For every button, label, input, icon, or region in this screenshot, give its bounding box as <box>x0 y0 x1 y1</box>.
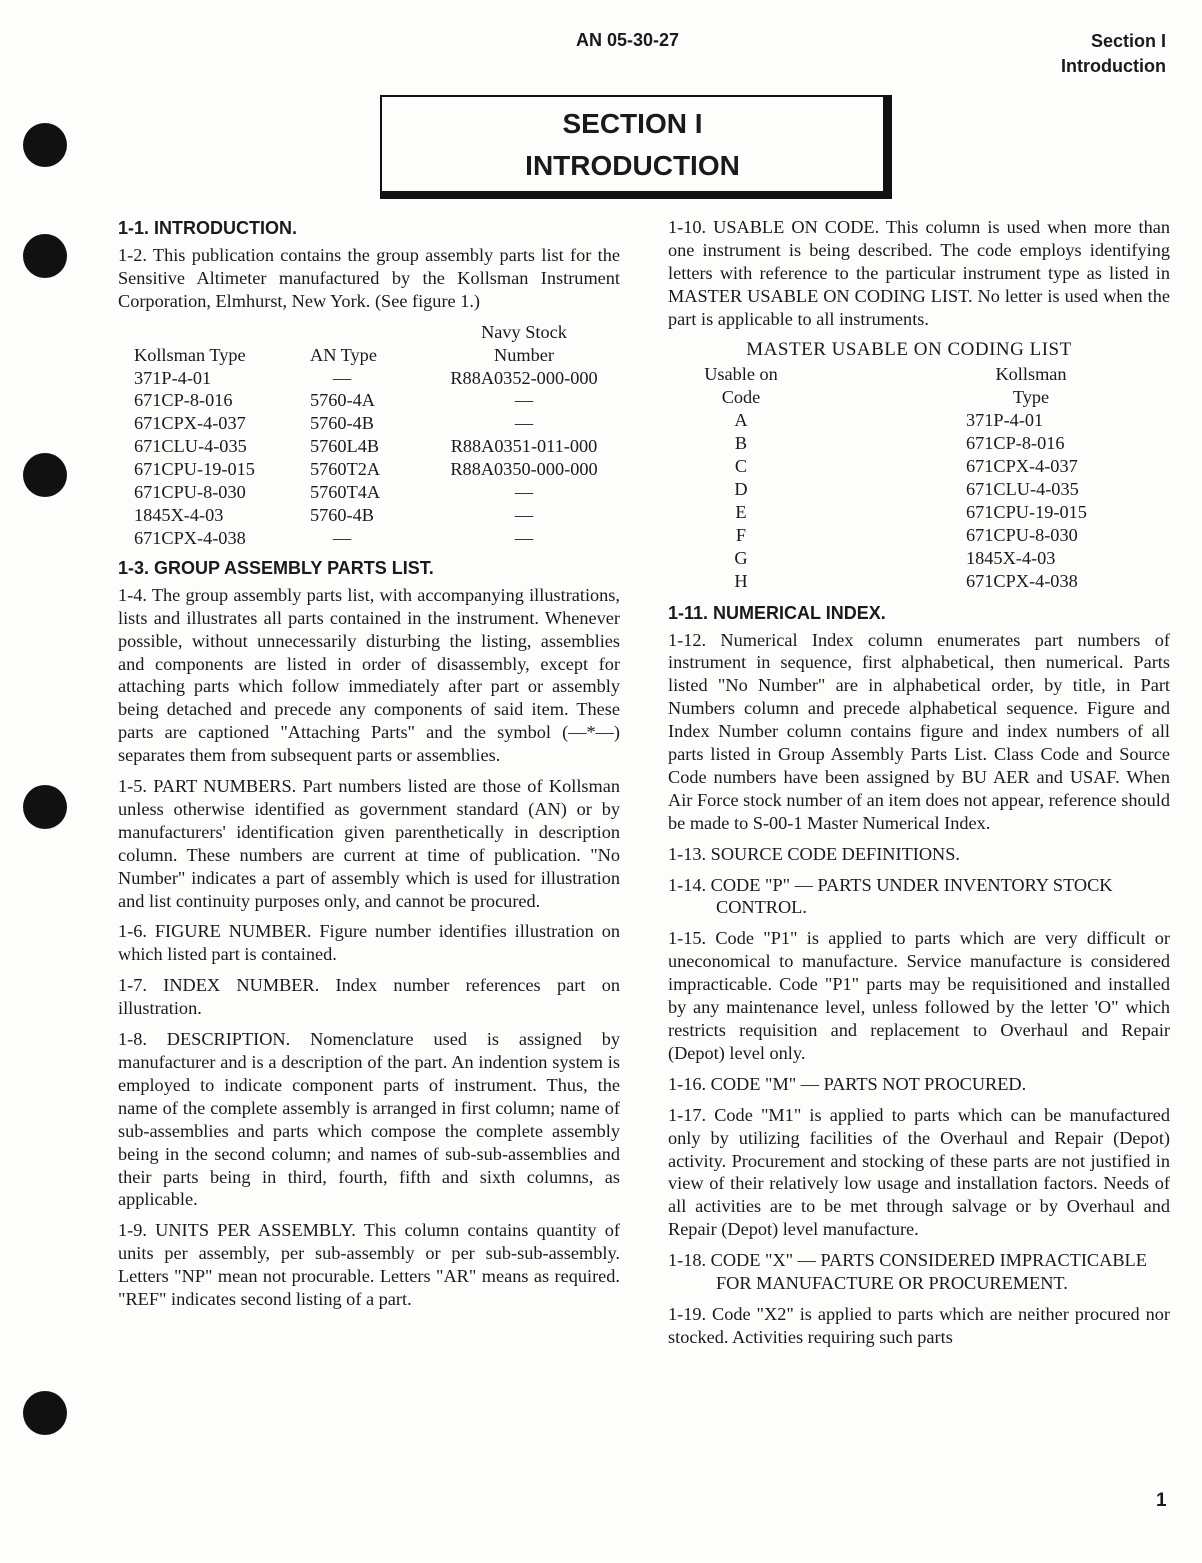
table-row <box>134 389 614 412</box>
col-header: Code <box>721 387 761 408</box>
col-header: Type <box>1012 387 1050 408</box>
col-header: Usable on <box>704 364 778 385</box>
code-cell: G <box>734 547 748 568</box>
paragraph-1-16: 1-16. CODE "M" — PARTS NOT PROCURED. <box>668 1073 1027 1094</box>
table-cell: 671CLU-4-035 <box>134 436 247 457</box>
code-cell: D <box>734 478 748 499</box>
table-row <box>134 458 614 481</box>
code-cell: E <box>735 501 747 522</box>
paragraph-1-19: 1-19. Code "X2" is applied to parts which are neither procured nor stocked. Activities requiring such parts <box>668 1303 1170 1347</box>
table-row <box>686 455 1106 478</box>
paragraph-1-10: 1-10. USABLE ON CODE. This column is used when more than one instrument is being described. The code employs identifying letters with reference to the particular instrument type as listed in MASTER USABLE ON CODING LIST. No letter is used when the part is applicable to all instruments. <box>668 217 1170 329</box>
table-row <box>686 409 1106 432</box>
spacer-cell <box>796 570 956 593</box>
paragraph-1-4: 1-4. The group assembly parts list, with accompanying illustrations, lists and illustrates all parts contained in the instrument. Whenever possible, without unnecessarily disturbing the listing, assemblies and components are listed in order of disassembly, except for attaching parts which follow immediately after part or assembly being detached and precede any components of said item. These parts are captioned "Attaching Parts" and the symbol (—*—) separates them from subsequent parts or assemblies. <box>118 584 620 766</box>
code-cell: A <box>734 410 748 431</box>
section-title-box <box>380 95 892 199</box>
instrument-types-table <box>134 321 614 550</box>
table-row <box>686 547 1106 570</box>
paragraph-1-2: 1-2. This publication contains the group assembly parts list for the Sensitive Altimeter manufactured by the Kollsman Instrument Corporation, Elmhurst, New York. (See figure 1.) <box>118 245 620 311</box>
spacer-cell <box>796 409 956 432</box>
paragraph-1-15: 1-15. Code "P1" is applied to parts which are very difficult or uneconomical to manufacture. Service manufacture is considered impracticable. Code "P1" parts may be requisitioned and installed by any maintenance level, unless followed by the letter 'O" which restricts requisition and replacement to Overhaul and Repair (Depot) level only. <box>668 928 1170 1063</box>
paragraph-1-6: 1-6. FIGURE NUMBER. Figure number identifies illustration on which listed part is contained. <box>118 921 620 965</box>
table-cell: 5760L4B <box>310 436 380 457</box>
paragraph-1-7: 1-7. INDEX NUMBER. Index number references part on illustration. <box>118 975 620 1019</box>
table-cell: 5760-4B <box>310 504 374 525</box>
heading-numerical-index: 1-11. NUMERICAL INDEX. <box>668 602 886 623</box>
paragraph-1-9: 1-9. UNITS PER ASSEMBLY. This column contains quantity of units per assembly, per sub-assembly or per sub-sub-assembly. Letters "NP" mean not procurable. Letters "AR" means as required. "REF" indicates second listing of a part. <box>118 1220 620 1310</box>
table-cell: — <box>514 482 534 503</box>
table-row <box>134 527 614 550</box>
table-cell: 671CPU-19-015 <box>134 459 255 480</box>
code-cell: F <box>735 524 747 545</box>
table-row <box>686 570 1106 593</box>
punch-hole <box>23 234 67 278</box>
coding-list-table <box>686 363 1106 592</box>
table-cell: — <box>514 413 534 434</box>
table-cell: 671CPX-4-038 <box>134 527 246 548</box>
table-cell: 5760-4A <box>310 390 375 411</box>
spacer-cell <box>796 455 956 478</box>
coding-list-title: MASTER USABLE ON CODING LIST <box>746 338 1072 360</box>
punch-hole <box>23 785 67 829</box>
page-number: 1 <box>1156 1490 1167 1511</box>
code-cell: H <box>734 570 748 591</box>
spacer-cell <box>796 524 956 547</box>
table-cell: R88A0352-000-000 <box>450 367 598 388</box>
spacer-cell <box>796 501 956 524</box>
table-cell: — <box>332 367 352 388</box>
col-header: Number <box>494 344 554 365</box>
code-cell: C <box>734 456 748 477</box>
table-row <box>686 432 1106 455</box>
table-row <box>134 504 614 527</box>
table-cell: 5760T4A <box>310 482 381 503</box>
type-cell: 671CLU-4-035 <box>966 478 1079 499</box>
table-cell: 5760T2A <box>310 459 381 480</box>
table-cell: 5760-4B <box>310 413 374 434</box>
table-cell: — <box>514 504 534 525</box>
table-row <box>134 367 614 390</box>
spacer-cell <box>796 547 956 570</box>
punch-hole <box>23 123 67 167</box>
table-row <box>134 435 614 458</box>
col-header: AN Type <box>310 344 377 365</box>
table-row <box>686 524 1106 547</box>
code-cell: B <box>734 433 748 454</box>
table-row <box>134 481 614 504</box>
type-cell: 1845X-4-03 <box>966 547 1056 568</box>
spacer-cell <box>796 478 956 501</box>
table-cell: R88A0350-000-000 <box>450 459 598 480</box>
paragraph-1-8: 1-8. DESCRIPTION. Nomenclature used is assigned by manufacturer and is a description of the part. An indention system is employed to indicate component parts of instrument. Thus, the name of the complete assembly is arranged in first column; name of sub-assemblies and parts which compose the complete assembly being in the second column; and names of sub-sub-assemblies and their parts being in third, fourth, fifth and sixth columns, as applicable. <box>118 1029 620 1210</box>
table-cell: 1845X-4-03 <box>134 504 224 525</box>
type-cell: 371P-4-01 <box>966 410 1044 431</box>
type-cell: 671CPX-4-038 <box>966 570 1078 591</box>
section-title: Introduction <box>1061 56 1166 76</box>
table-cell: R88A0351-011-000 <box>450 436 598 457</box>
table-cell: 671CP-8-016 <box>134 390 233 411</box>
paragraph-1-17: 1-17. Code "M1" is applied to parts which can be manufactured only by utilizing facilities of the Overhaul and Repair (Depot) activity. Procurement and stocking of these parts are not justified in view of their relatively low usage and installation factors. Needs of all activities are to be met through salvage or by Overhaul and Repair (Depot) level manufacture. <box>668 1104 1170 1240</box>
paragraph-1-14: 1-14. CODE "P" — PARTS UNDER INVENTORY STOCK CONTROL. <box>668 874 1113 918</box>
paragraph-1-12: 1-12. Numerical Index column enumerates part numbers of instrument in sequence, first alphabetical, then numerical. Parts listed "No Number" are in alphabetical order, by title, in Part Numbers column and precede alphabetical sequence. Figure and Index Number column contains figure and index numbers of all parts listed in Group Assembly Parts List. Class Code and Source Code numbers have been assigned by BU AER and USAF. When Air Force stock number of an item does not appear, reference should be made to S-00-1 Master Numerical Index. <box>668 629 1170 833</box>
paragraph-1-5: 1-5. PART NUMBERS. Part numbers listed are those of Kollsman unless otherwise identified as government standard (AN) or by manufacturers' identification given parenthetically in description column. These numbers are current at time of publication. "No Number" indicates a part of assembly which is used for illustration and list continuity purposes only, and cannot be procured. <box>118 776 620 911</box>
paragraph-1-13: 1-13. SOURCE CODE DEFINITIONS. <box>668 843 960 864</box>
table-cell: — <box>332 527 352 548</box>
col-header: Kollsman <box>995 364 1067 385</box>
section-number: SECTION I <box>562 108 703 139</box>
table-row <box>686 478 1106 501</box>
table-row <box>686 501 1106 524</box>
table-row <box>134 412 614 435</box>
table-cell: 371P-4-01 <box>134 367 212 388</box>
heading-introduction: 1-1. INTRODUCTION. <box>118 218 298 238</box>
type-cell: 671CPU-19-015 <box>966 501 1087 522</box>
table-cell: — <box>514 527 534 548</box>
col-header: Navy Stock <box>481 321 567 342</box>
section-label: Section I <box>1090 31 1166 51</box>
table-cell: — <box>514 390 534 411</box>
type-cell: 671CP-8-016 <box>966 433 1065 454</box>
punch-hole <box>23 1391 67 1435</box>
type-cell: 671CPX-4-037 <box>966 456 1078 477</box>
paragraph-1-18: 1-18. CODE "X" — PARTS CONSIDERED IMPRACTICABLE FOR MANUFACTURE OR PROCUREMENT. <box>668 1250 1147 1294</box>
left-column <box>118 216 620 1319</box>
col-header: Kollsman Type <box>134 344 246 365</box>
section-header <box>1061 29 1166 79</box>
table-cell: 671CPX-4-037 <box>134 413 246 434</box>
section-name: INTRODUCTION <box>525 150 740 181</box>
type-cell: 671CPU-8-030 <box>966 524 1078 545</box>
heading-group-assembly: 1-3. GROUP ASSEMBLY PARTS LIST. <box>118 557 434 578</box>
table-cell: 671CPU-8-030 <box>134 482 246 503</box>
right-column <box>668 216 1170 1357</box>
spacer-cell <box>796 432 956 455</box>
punch-hole <box>23 453 67 497</box>
document-number: AN 05-30-27 <box>576 30 680 50</box>
